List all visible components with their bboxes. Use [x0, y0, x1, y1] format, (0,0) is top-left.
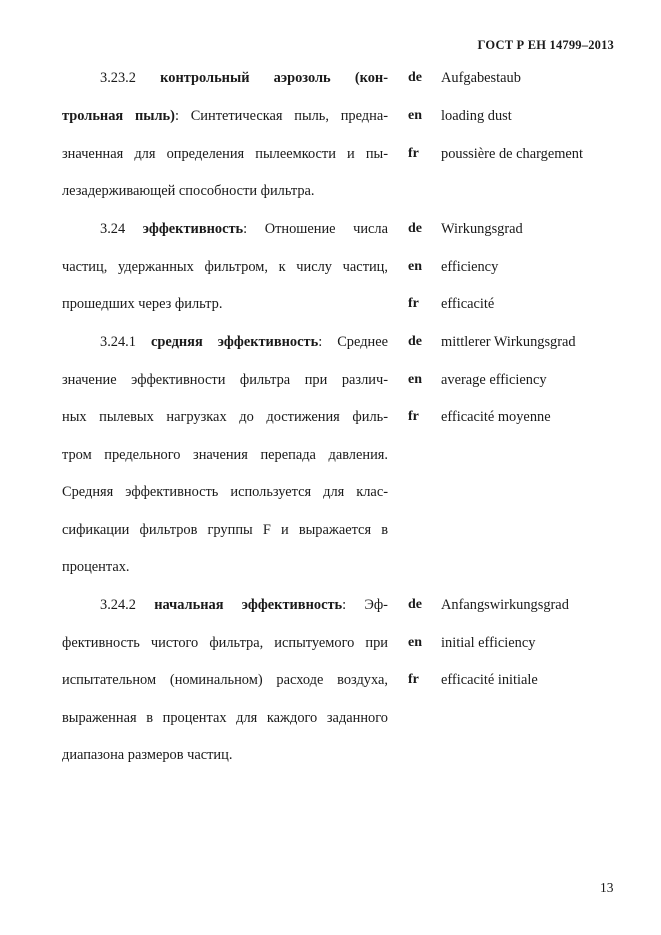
- translation-de: mittlerer Wirkungsgrad: [441, 334, 576, 350]
- term-first-line: 3.24.1 средняя эффективность: Среднее: [100, 334, 388, 350]
- definition-line: лезадерживающей способности фильтра.: [62, 183, 315, 199]
- definition-line: трольная пыль): Синтетическая пыль, предна-: [62, 108, 388, 124]
- term-number: 3.24.2: [100, 597, 136, 613]
- lang-code-de: de: [408, 70, 422, 85]
- term-first-line: [100, 68, 388, 88]
- lang-code-fr: fr: [408, 409, 419, 424]
- lang-code-en: en: [408, 635, 422, 650]
- translation-fr: poussière de chargement: [441, 146, 583, 162]
- definition-line: значенная для определения пылеемкости и пы-: [62, 146, 388, 162]
- definition-line: Средняя эффективность используется для клас-: [62, 484, 388, 500]
- lang-code-fr: fr: [408, 146, 419, 161]
- page-number: 13: [600, 880, 614, 895]
- definition-line: процентах.: [62, 559, 130, 575]
- translation-fr: efficacité: [441, 296, 495, 312]
- translation-fr: efficacité moyenne: [441, 409, 551, 425]
- lang-code-en: en: [408, 108, 422, 123]
- term-name: эффективность: [142, 221, 244, 237]
- definition-line: выраженная в процентах для каждого заданного: [62, 710, 388, 726]
- lang-code-de: de: [408, 221, 422, 236]
- definition-line: сификации фильтров группы F и выражается в: [62, 522, 388, 538]
- document-header: ГОСТ Р ЕН 14799–2013: [477, 38, 614, 52]
- definition-line: значение эффективности фильтра при различ-: [62, 372, 388, 388]
- lang-code-en: en: [408, 259, 422, 274]
- definition-line: ных пылевых нагрузках до достижения филь-: [62, 409, 388, 425]
- translation-en: average efficiency: [441, 372, 547, 388]
- term-name: контрольный аэрозоль (кон-: [160, 70, 388, 86]
- term-first-line: 3.24 эффективность: Отношение числа: [100, 221, 388, 237]
- term-name: средняя эффективность: [151, 334, 319, 350]
- translation-en: loading dust: [441, 108, 512, 124]
- lang-code-de: de: [408, 597, 422, 612]
- definition-line: прошедших через фильтр.: [62, 296, 223, 312]
- definition-line: диапазона размеров частиц.: [62, 747, 233, 763]
- lang-code-de: de: [408, 334, 422, 349]
- definition-line: фективность чистого фильтра, испытуемого при: [62, 635, 388, 651]
- term-number: 3.23.2: [100, 70, 136, 86]
- lang-code-fr: fr: [408, 672, 419, 687]
- translation-de: Anfangswirkungsgrad: [441, 597, 569, 613]
- translation-en: efficiency: [441, 259, 499, 275]
- term-name-continued: трольная пыль): [62, 108, 175, 124]
- translation-fr: efficacité initiale: [441, 672, 538, 688]
- definition-line: тром предельного значения перепада давления.: [62, 447, 388, 463]
- term-name: начальная эффективность: [154, 597, 343, 613]
- term-first-line: 3.24.2 начальная эффективность: Эф-: [100, 597, 388, 613]
- translation-de: Wirkungsgrad: [441, 221, 523, 237]
- definition-line: испытательном (номинальном) расходе воздуха,: [62, 672, 388, 688]
- lang-code-fr: fr: [408, 296, 419, 311]
- term-number: 3.24.1: [100, 334, 136, 350]
- term-number: 3.24: [100, 221, 126, 237]
- definition-line: частиц, удержанных фильтром, к числу частиц,: [62, 259, 388, 275]
- translation-en: initial efficiency: [441, 635, 536, 651]
- lang-code-en: en: [408, 372, 422, 387]
- translation-de: Aufgabestaub: [441, 70, 521, 86]
